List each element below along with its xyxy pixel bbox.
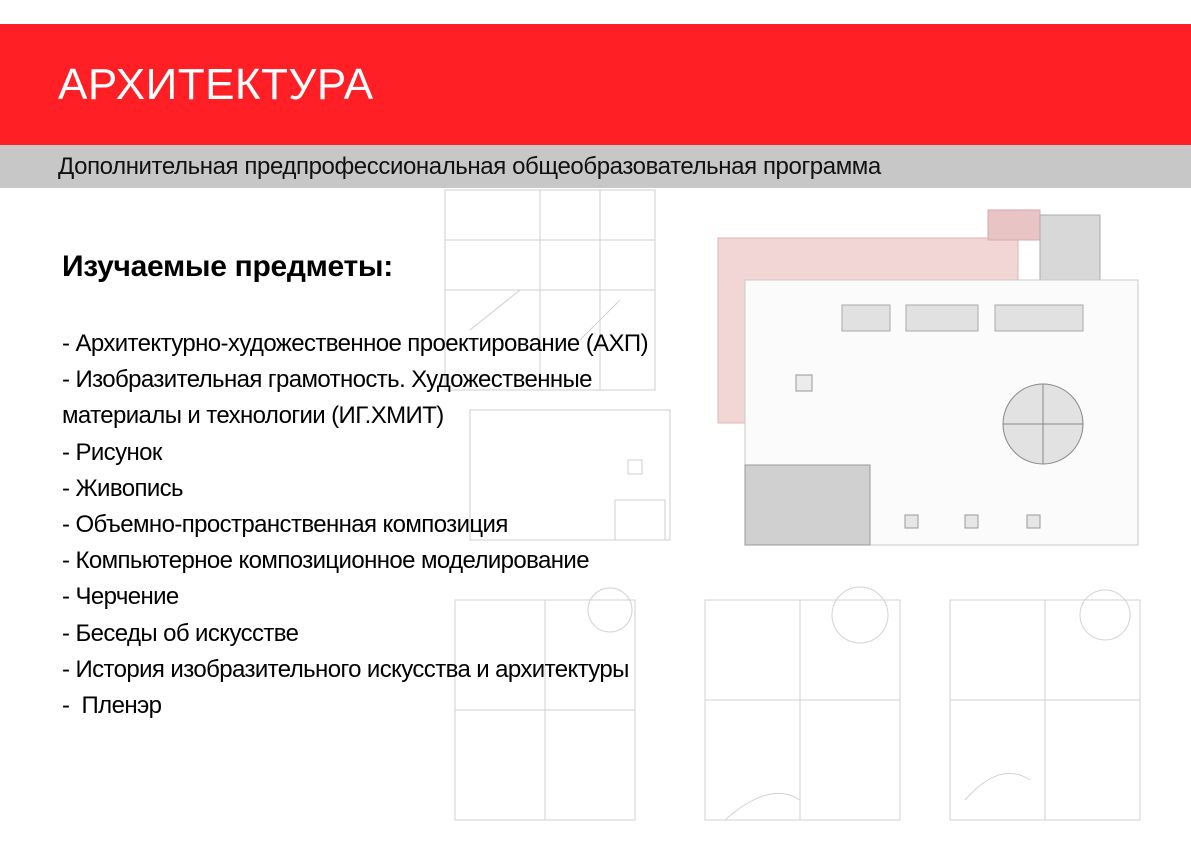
title-band: [0, 24, 1191, 145]
list-item: - Живопись: [62, 474, 183, 502]
subjects-list: [62, 326, 648, 724]
list-item: - Беседы об искусстве: [62, 619, 299, 647]
subtitle-band: [0, 145, 1191, 188]
list-item: - Объемно-пространственная композиция: [62, 511, 508, 539]
list-item: материалы и технологии (ИГ.ХМИТ): [62, 402, 444, 430]
content-area: [62, 250, 648, 724]
list-item: - Изобразительная грамотность. Художественные: [62, 366, 592, 394]
list-item: - Рисунок: [62, 438, 162, 466]
list-item: - Архитектурно-художественное проектирование (АХП): [62, 330, 648, 357]
list-item: - Компьютерное композиционное моделирование: [62, 547, 589, 575]
list-item: - Черчение: [62, 583, 179, 611]
subjects-heading: Изучаемые предметы:: [62, 250, 393, 283]
list-item: - История изобразительного искусства и архитектуры: [62, 655, 629, 683]
page-title: АРХИТЕКТУРА: [58, 60, 374, 109]
page-subtitle: Дополнительная предпрофессиональная общеобразовательная программа: [58, 153, 881, 180]
list-item: - Пленэр: [62, 692, 162, 720]
